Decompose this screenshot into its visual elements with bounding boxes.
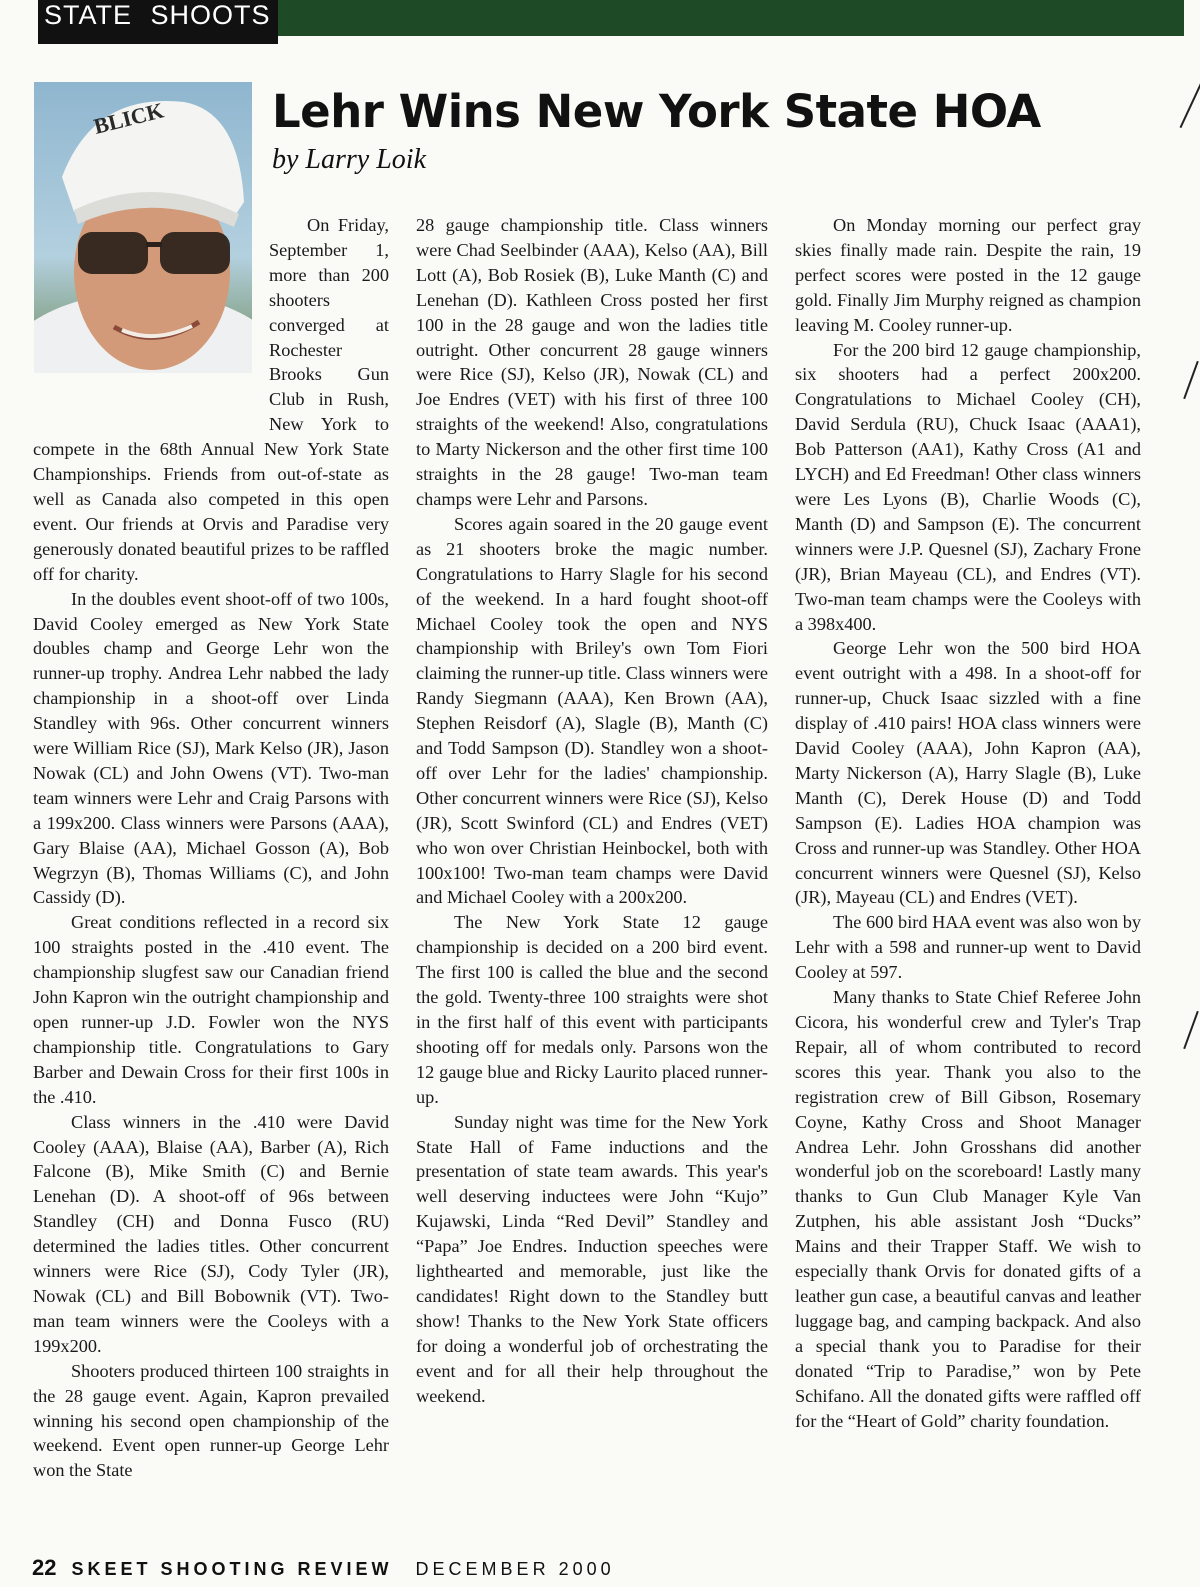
paragraph: The 600 bird HAA event was also won by Lehr with a 598 and runner-up went to David Cooley at 597. (795, 912, 1141, 983)
cap-logo-text: BLICK (91, 97, 167, 139)
page-edge-mark (1183, 361, 1199, 399)
photo-wrap-spacer (33, 213, 269, 415)
section-header-bar (0, 0, 1200, 44)
paragraph: George Lehr won the 500 bird HOA event outright with a 498. In a shoot-off for runner-up, Chuck Isaac sizzled with a fine display of .410 pairs! HOA class winners were David Cooley (AAA), John Kapron (AA), Marty Nickerson (A), Harry Slagle (B), Luke Manth (C), Derek House (D) and Todd Sampson (E). Ladies HOA champion was Cross and runner-up was Standley. Other HOA concurrent winners were Quesnel (SJ), Kelso (JR), Mayeau (CL) and Endres (VET). (795, 638, 1141, 908)
paragraph: Sunday night was time for the New York State Hall of Fame inductions and the presentation of state team awards. This year's well deserving inductees were John “Kujo” Kujawski, Linda “Red Devil” Standley and “Papa” Joe Endres. Induction speeches were lighthearted and memorable, just like the candidates! Right down to the Standley butt show! Thanks to the New York State officers for doing a wonderful job of orchestrating the event and for all their help throughout the weekend. (416, 1111, 768, 1406)
section-label: STATE SHOOTS (44, 0, 271, 30)
article-column-3 (795, 213, 1141, 1433)
paragraph: 28 gauge championship title. Class winners were Chad Seelbinder (AAA), Kelso (AA), Bill Lott (A), Bob Rosiek (B), Luke Manth (C) and Lenehan (D). Kathleen Cross posted her first 100 in the 28 gauge and won the ladies title outright. Other concurrent 28 gauge winners were Rice (SJ), Kelso (JR), Nowak (CL) and Joe Endres (VET) with his first of three 100 straights of the weekend! Also, congratulations to Marty Nickerson and the other first time 100 straights in the 28 gauge! Two-man team champs were Lehr and Parsons. (416, 215, 768, 509)
paragraph: Great conditions reflected in a record six 100 straights posted in the .410 event. The championship slugfest saw our Canadian friend John Kapron win the outright championship and open runner-up J.D. Fowler won the NYS championship title. Congratulations to Gary Barber and Dewain Cross for their first 100s in the .410. (33, 912, 389, 1107)
article-column-1 (33, 213, 389, 1483)
paragraph: For the 200 bird 12 gauge championship, six shooters had a perfect 200x200. Congratulations to Michael Cooley (CH), David Serdula (RU), Chuck Isaac (AAA1), Bob Patterson (AA1), Kathy Cross (A1 and LYCH) and Ed Freedman! Other class winners were Les Lyons (B), Charlie Woods (C), Manth (D) and Sampson (E). The concurrent winners were J.P. Quesnel (SJ), Zachary Frone (JR), Brian Mayeau (CL), and Endres (VT). Two-man team champs were the Cooleys with a 398x400. (795, 339, 1141, 634)
paragraph: On Friday, September 1, more than 200 shooters converged at Rochester Brooks Gun Club in Rush, New York to compete in the 68th Annual New York State Championships. Friends from out-of-state as well as Canada also competed in this open event. Our friends at Orvis and Paradise very generously donated beautiful prizes to be raffled off for charity. (33, 215, 389, 584)
article-title: Lehr Wins New York State HOA (272, 85, 1041, 138)
paragraph: Class winners in the .410 were David Cooley (AAA), Blaise (AA), Barber (A), Rich Falcone (B), Mike Smith (C) and Bernie Lenehan (D). A shoot-off of 96s between Standley (CH) and Donna Fusco (RU) determined the ladies titles. Other concurrent winners were Rice (SJ), Cody Tyler (JR), Nowak (CL) and Bill Bobownik (VT). Two-man team winners were the Cooleys with a 199x200. (33, 1111, 389, 1356)
page-edge-mark (1183, 1011, 1199, 1049)
paragraph: Scores again soared in the 20 gauge event as 21 shooters broke the magic number. Congratulations to Harry Slagle for his second of the weekend. In a hard fought shoot-off Michael Cooley took the open and NYS championship with Briley's own Tom Fiori claiming the runner-up title. Class winners were Randy Siegmann (AAA), Ken Brown (AA), Stephen Reisdorf (A), Slagle (B), Manth (C) and Todd Sampson (D). Standley won a shoot-off over Lehr for the ladies' championship. Other concurrent winners were Rice (SJ), Kelso (JR), Scott Swinford (CL) and Endres (VET) who won over Christian Heinbockel, both with 100x100! Two-man team champs were David and Michael Cooley with a 200x200. (416, 513, 768, 908)
page-number: 22 (32, 1555, 57, 1580)
paragraph: The New York State 12 gauge championship is decided on a 200 bird event. The first 100 is called the blue and the second the gold. Twenty-three 100 straights were shot in the first half of this event with participants shooting off for medals only. Parsons won the 12 gauge blue and Ricky Laurito placed runner-up. (416, 912, 768, 1107)
header-green-band (278, 0, 1184, 36)
article-column-2 (416, 213, 768, 1409)
paragraph: Many thanks to State Chief Referee John Cicora, his wonderful crew and Tyler's Trap Repair, all of whom contributed to record scores this year. Thank you also to the registration crew of Bill Gibson, Rosemary Coyne, Kathy Cross and Shoot Manager Andrea Lehr. John Grosshans did another wonderful job on the scoreboard! Lastly many thanks to Gun Club Manager Kyle Van Zutphen, his able assistant Josh “Ducks” Mains and their Trapper Staff. We wish to especially thank Orvis for donated gifts of a leather gun case, a beautiful canvas and leather luggage bag, and camping backpack. And also a special thank you to Paradise for their donated “Trip to Paradise,” won by Pete Schifano. All the donated gifts were raffled off for the “Heart of Gold” charity foundation. (795, 987, 1141, 1431)
page-footer (32, 1556, 615, 1581)
magazine-name: SKEET SHOOTING REVIEW (71, 1559, 393, 1579)
paragraph: Shooters produced thirteen 100 straights in the 28 gauge event. Again, Kapron prevailed winning his second open championship of the weekend. Event open runner-up George Lehr won the State (33, 1360, 389, 1481)
article-byline: by Larry Loik (272, 144, 426, 175)
paragraph: On Monday morning our perfect gray skies finally made rain. Despite the rain, 19 perfect scores were posted in the 12 gauge gold. Finally Jim Murphy reigned as champion leaving M. Cooley runner-up. (795, 215, 1141, 335)
page-edge-mark (1180, 82, 1200, 128)
issue-date: DECEMBER 2000 (415, 1559, 615, 1579)
paragraph: In the doubles event shoot-off of two 100s, David Cooley emerged as New York State doubles champ and George Lehr won the runner-up trophy. Andrea Lehr nabbed the lady championship in a shoot-off over Linda Standley with 96s. Other concurrent winners were William Rice (SJ), Mark Kelso (JR), Jason Nowak (CL) and John Owens (VT). Two-man team winners were Lehr and Craig Parsons with a 199x200. Class winners were Parsons (AAA), Gary Blaise (AA), Michael Gosson (A), Bob Wegrzyn (B), Thomas Williams (C), and John Cassidy (D). (33, 588, 389, 908)
